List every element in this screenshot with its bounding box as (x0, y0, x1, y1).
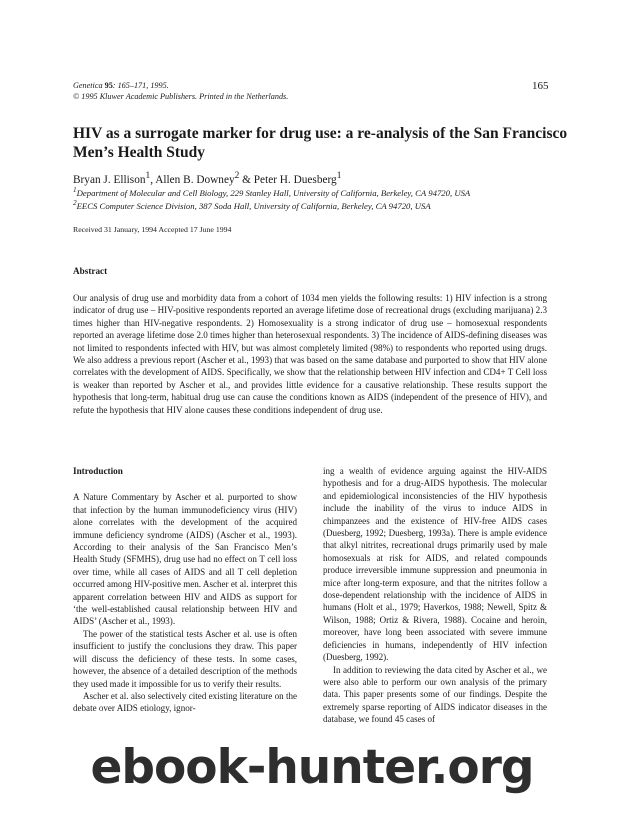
affiliation-marker: 2 (73, 199, 77, 207)
page-number: 165 (532, 80, 549, 92)
affiliation (73, 186, 470, 198)
author-name: Peter H. Duesberg (253, 173, 337, 186)
author-affil-marker: 2 (234, 171, 240, 181)
journal-pages: : 165–171, 1995. (112, 81, 169, 90)
copyright-line: © 1995 Kluwer Academic Publishers. Printed in the Netherlands. (73, 92, 289, 101)
body-paragraph: ing a wealth of evidence arguing against the HIV-AIDS hypothesis and for a drug-AIDS hypothesis. The molecular and epidemiological inconsistencies of the HIV hypothesis include the inability of the virus to induce AIDS in chimpanzees and the existence of HIV-free AIDS cases (Duesberg, 1992; Duesberg, 1993a). There is ample evidence that alkyl nitrites, recreational drugs primarily used by male homosexuals at risk for AIDS, and related compounds produce irreversible immune suppression and pneumonia in mice after long-term exposure, and that the nitrites follow a dose-dependent relationship with the incidence of AIDS in humans (Holt et al., 1979; Haverkos, 1988; Newell, Spitz & Wilson, 1988; Ortiz & Rivera, 1988). Cocaine and heroin, moreover, have long been associated with severe immune deficiencies in humans, independently of HIV infection (Duesberg, 1992). (323, 466, 547, 663)
author-separator: & (239, 173, 254, 186)
abstract-heading: Abstract (73, 266, 108, 276)
abstract-text: Our analysis of drug use and morbidity data from a cohort of 1034 men yields the following results: 1) HIV infection is a strong indicator of drug use – HIV-positive respondents reported an average lifetime dose of recreational drugs (excluding marijuana) 2.3 times higher than HIV-negative respondents. 2) Homosexuality is a strong indicator of drug use – homosexual respondents reported an average lifetime dose 2.0 times higher than heterosexual respondents. 3) The incidence of AIDS-defining diseases was not limited to respondents infected with HIV, but was almost completely limited (98%) to respondents who reported using drugs. We also address a previous report (Ascher et al., 1993) that was based on the same database and purported to show that HIV alone correlates with the development of AIDS. Specifically, we show that the relationship between HIV infection and CD4+ T Cell loss is weaker than reported by Ascher et al., and provides little evidence for a causative relationship. These results support the hypothesis that long-term, habitual drug use can cause the conditions known as AIDS (independent of the presence of HIV), and refute the hypothesis that HIV alone causes these conditions independent of drug use. (73, 293, 547, 415)
author-list (73, 171, 341, 186)
author-name: Allen B. Downey (155, 173, 235, 186)
body-paragraph: In addition to reviewing the data cited by Ascher et al., we were also able to perform our own analysis of the primary data. This paper presents some of our findings. Despite the extremely sparse reporting of AIDS indicator diseases in the database, we found 45 cases of (323, 664, 547, 725)
introduction-heading: Introduction (73, 466, 123, 476)
author-affil-marker: 1 (336, 171, 342, 181)
author-name: Bryan J. Ellison (73, 173, 146, 186)
left-column (73, 465, 297, 715)
body-paragraph: A Nature Commentary by Ascher et al. purported to show that infection by the human immunodeficiency virus (HIV) alone correlates with the development of the acquired immune deficiency syndrome (AIDS) (Ascher et al., 1993). According to their analysis of the San Francisco Men’s Health Study (SFMHS), drug use had no effect on T cell loss over time, while all cases of AIDS and all T cell depletion occurred among HIV-positive men. Ascher et al. interpret this apparent correlation between HIV and AIDS as support for ‘the well-established causal relationship between HIV and AIDS’ (Ascher et al., 1993). (73, 492, 297, 627)
author-separator: , (150, 173, 156, 186)
body-paragraph: The power of the statistical tests Ascher et al. use is often insufficient to justify the conclusions they draw. This paper will discuss the deficiency of these tests. In some cases, however, the absence of a detailed description of the methods they used made it impossible for us to verify their results. (73, 628, 297, 689)
watermark-text: ebook-hunter.org (90, 740, 534, 795)
affiliation-text: Department of Molecular and Cell Biology, 229 Stanley Hall, University of California, Berkeley, CA 94720, USA (76, 187, 471, 198)
affiliation-marker: 1 (73, 186, 77, 194)
body-paragraph: Ascher et al. also selectively cited existing literature on the debate over AIDS etiology, ignor- (73, 690, 297, 714)
affiliation (73, 199, 431, 211)
affiliation-text: EECS Computer Science Division, 387 Soda Hall, University of California, Berkeley, CA 94720, USA (76, 200, 431, 211)
journal-name: Genetica (73, 81, 103, 90)
journal-volume: 95 (104, 81, 113, 90)
journal-citation (73, 80, 288, 102)
received-date: Received 31 January, 1994 Accepted 17 June 1994 (73, 225, 232, 234)
author-affil-marker: 1 (145, 171, 151, 181)
right-column (323, 465, 547, 726)
article-title: HIV as a surrogate marker for drug use: a re-analysis of the San Francisco Men’s Health Study (73, 125, 568, 161)
